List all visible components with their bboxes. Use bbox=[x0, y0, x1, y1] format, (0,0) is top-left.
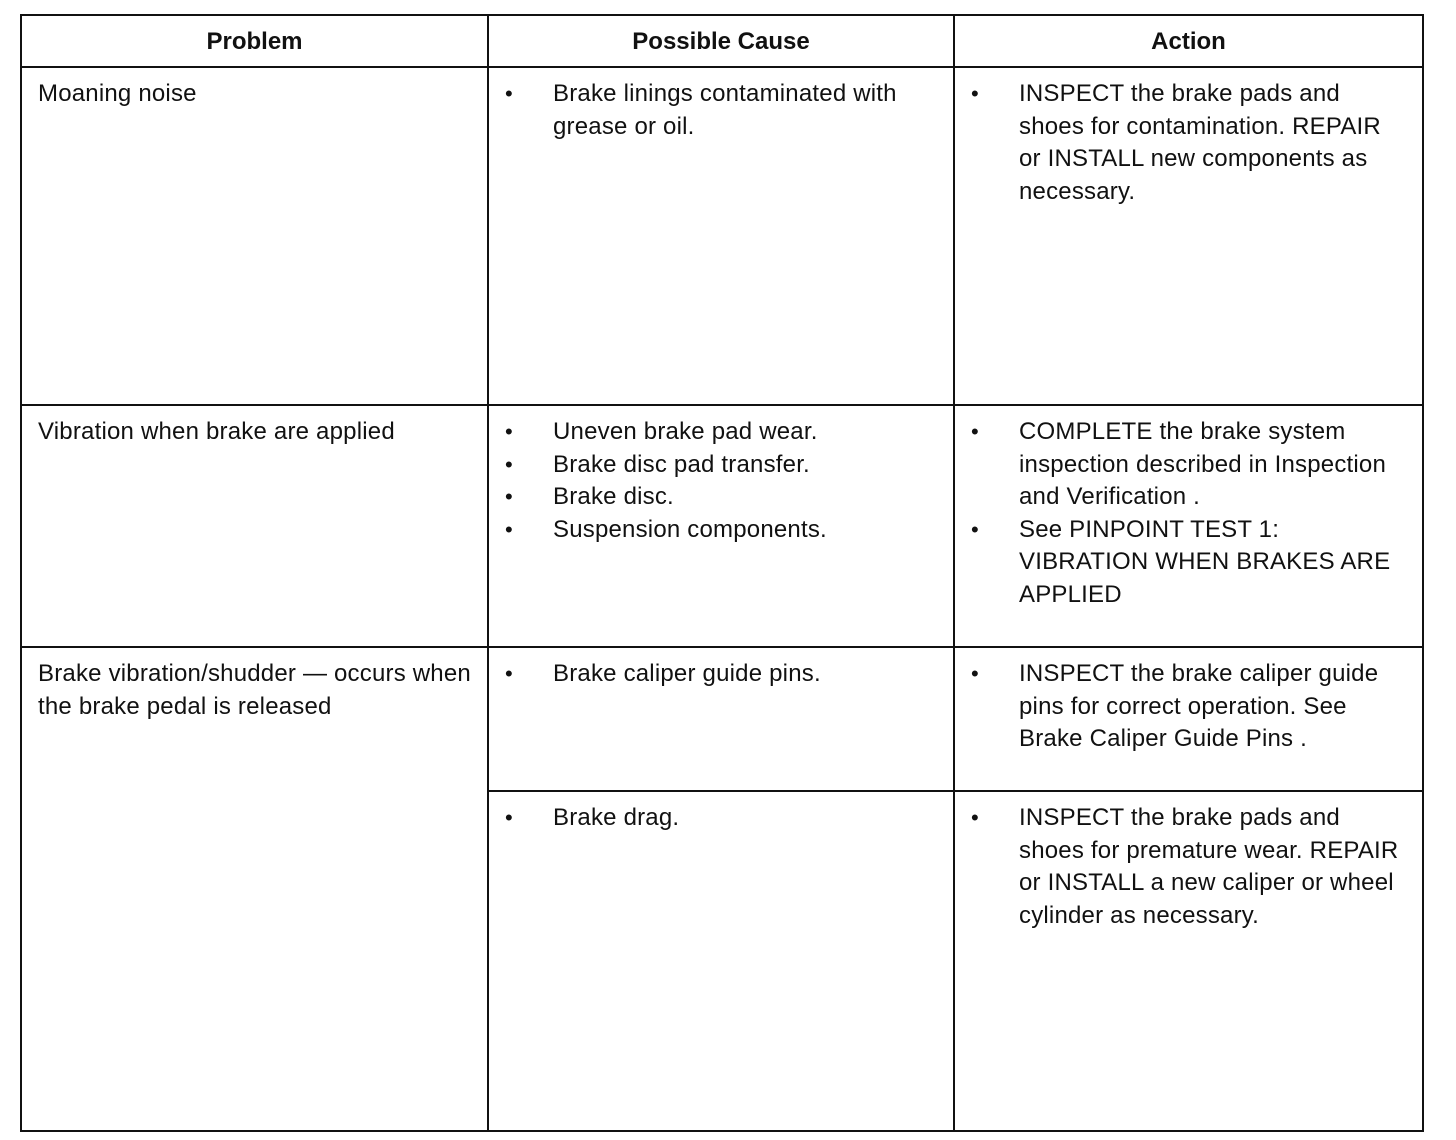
cause-cell bbox=[488, 791, 954, 1131]
cause-text: Brake caliper guide pins. bbox=[553, 660, 821, 687]
problem-text: Vibration when brake are applied bbox=[38, 418, 395, 445]
bullet-icon: • bbox=[505, 516, 513, 542]
cause-text: Suspension components. bbox=[553, 515, 827, 543]
bullet-icon: • bbox=[505, 805, 513, 830]
header-problem: Problem bbox=[21, 15, 488, 67]
cause-list bbox=[489, 792, 953, 835]
bullet-icon: • bbox=[971, 805, 979, 830]
problem-cell bbox=[21, 405, 488, 647]
action-cell bbox=[954, 405, 1423, 647]
cause-text: Brake drag. bbox=[553, 804, 680, 831]
bullet-icon: • bbox=[505, 484, 513, 509]
header-possible-cause: Possible Cause bbox=[488, 15, 954, 67]
list-item bbox=[503, 78, 939, 143]
bullet-icon: • bbox=[971, 516, 979, 542]
action-text: INSPECT the brake pads and shoes for contamination. REPAIR or INSTALL new components as necessary. bbox=[1019, 80, 1381, 205]
action-text: INSPECT the brake pads and shoes for premature wear. REPAIR or INSTALL a new caliper or wheel cylinder as necessary. bbox=[1019, 804, 1399, 929]
list-item bbox=[503, 514, 939, 547]
list-item bbox=[969, 514, 1408, 612]
action-text: See PINPOINT TEST 1: VIBRATION WHEN BRAKES ARE APPLIED bbox=[1019, 515, 1391, 608]
action-cell bbox=[954, 791, 1423, 1131]
cause-cell bbox=[488, 405, 954, 647]
cause-list bbox=[489, 648, 953, 691]
action-list bbox=[955, 68, 1422, 208]
action-text: INSPECT the brake caliper guide pins for correct operation. See Brake Caliper Guide Pins . bbox=[1019, 660, 1379, 752]
list-item bbox=[969, 416, 1408, 514]
problem-cell bbox=[21, 67, 488, 405]
header-row bbox=[21, 15, 1423, 67]
cause-list bbox=[489, 68, 953, 143]
action-list bbox=[955, 406, 1422, 611]
list-item bbox=[503, 481, 939, 514]
list-item bbox=[503, 802, 939, 835]
cause-cell bbox=[488, 647, 954, 791]
bullet-icon: • bbox=[971, 661, 979, 686]
cause-text: Brake linings contaminated with grease or oil. bbox=[553, 80, 897, 140]
list-item bbox=[503, 416, 939, 449]
diagnosis-table bbox=[20, 14, 1424, 1132]
action-text: COMPLETE the brake system inspection described in Inspection and Verification . bbox=[1019, 418, 1387, 510]
table-row bbox=[21, 405, 1423, 647]
list-item bbox=[969, 802, 1408, 932]
bullet-icon: • bbox=[971, 81, 979, 106]
problem-cell bbox=[21, 647, 488, 1131]
list-item bbox=[969, 78, 1408, 208]
problem-text: Moaning noise bbox=[38, 80, 197, 107]
cause-text: Brake disc pad transfer. bbox=[553, 450, 810, 478]
bullet-icon: • bbox=[505, 661, 513, 686]
cause-text: Uneven brake pad wear. bbox=[553, 418, 818, 445]
action-cell bbox=[954, 647, 1423, 791]
table-row bbox=[21, 67, 1423, 405]
list-item bbox=[503, 449, 939, 482]
cause-list bbox=[489, 406, 953, 546]
table-row bbox=[21, 647, 1423, 791]
bullet-icon: • bbox=[505, 419, 513, 444]
action-list bbox=[955, 792, 1422, 932]
action-cell bbox=[954, 67, 1423, 405]
action-list bbox=[955, 648, 1422, 756]
cause-cell bbox=[488, 67, 954, 405]
problem-text: Brake vibration/shudder — occurs when the brake pedal is released bbox=[38, 660, 471, 720]
bullet-icon: • bbox=[505, 451, 513, 477]
cause-text: Brake disc. bbox=[553, 483, 674, 510]
list-item bbox=[969, 658, 1408, 756]
bullet-icon: • bbox=[971, 419, 979, 444]
diagnosis-table-frame bbox=[20, 14, 1422, 1130]
bullet-icon: • bbox=[505, 81, 513, 106]
header-action: Action bbox=[954, 15, 1423, 67]
list-item bbox=[503, 658, 939, 691]
